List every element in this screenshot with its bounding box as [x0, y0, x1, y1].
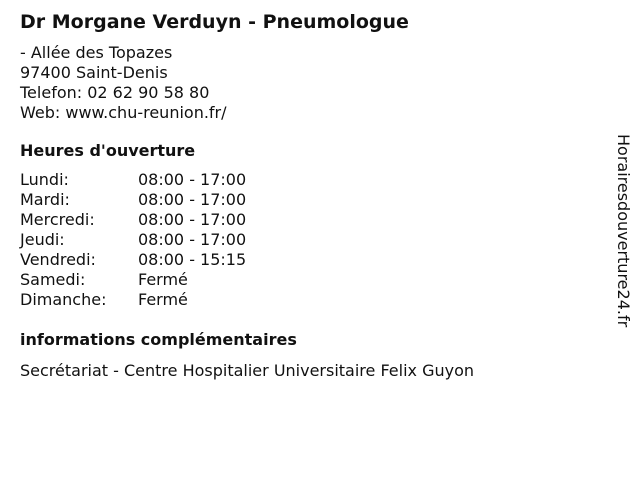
contact-block — [20, 43, 600, 123]
time-value: 08:00 - 17:00 — [138, 190, 247, 209]
page-title: Dr Morgane Verduyn - Pneumologue — [20, 11, 409, 33]
extra-info-text: Secrétariat - Centre Hospitalier Universitaire Felix Guyon — [20, 361, 475, 380]
hours-row-wednesday — [20, 210, 600, 230]
address-city: 97400 Saint-Denis — [20, 63, 168, 82]
day-label: Mardi: — [20, 190, 70, 209]
phone-row — [20, 83, 600, 103]
hours-row-monday — [20, 170, 600, 190]
time-value: Fermé — [138, 270, 188, 289]
hours-row-thursday — [20, 230, 600, 250]
time-value: Fermé — [138, 290, 188, 309]
web-label: Web: — [20, 103, 61, 122]
phone-label: Telefon: — [20, 83, 83, 102]
business-card — [20, 9, 600, 381]
web-row — [20, 103, 600, 123]
day-label: Vendredi: — [20, 250, 96, 269]
time-value: 08:00 - 17:00 — [138, 230, 247, 249]
hours-row-tuesday — [20, 190, 600, 210]
time-value: 08:00 - 17:00 — [138, 210, 247, 229]
time-value: 08:00 - 17:00 — [138, 170, 247, 189]
hours-row-saturday — [20, 270, 600, 290]
phone-number[interactable]: 02 62 90 58 80 — [87, 83, 210, 102]
day-label: Mercredi: — [20, 210, 95, 229]
day-label: Lundi: — [20, 170, 69, 189]
hours-row-sunday — [20, 290, 600, 310]
site-watermark: Horairesdouverture24.fr — [614, 134, 633, 328]
opening-hours-table — [20, 170, 600, 310]
time-value: 08:00 - 15:15 — [138, 250, 247, 269]
day-label: Jeudi: — [20, 230, 65, 249]
hours-row-friday — [20, 250, 600, 270]
day-label: Dimanche: — [20, 290, 107, 309]
day-label: Samedi: — [20, 270, 86, 289]
extra-info-heading: informations complémentaires — [20, 330, 297, 349]
address-street: - Allée des Topazes — [20, 43, 173, 62]
web-link[interactable]: www.chu-reunion.fr/ — [65, 103, 227, 122]
opening-hours-heading: Heures d'ouverture — [20, 141, 196, 160]
